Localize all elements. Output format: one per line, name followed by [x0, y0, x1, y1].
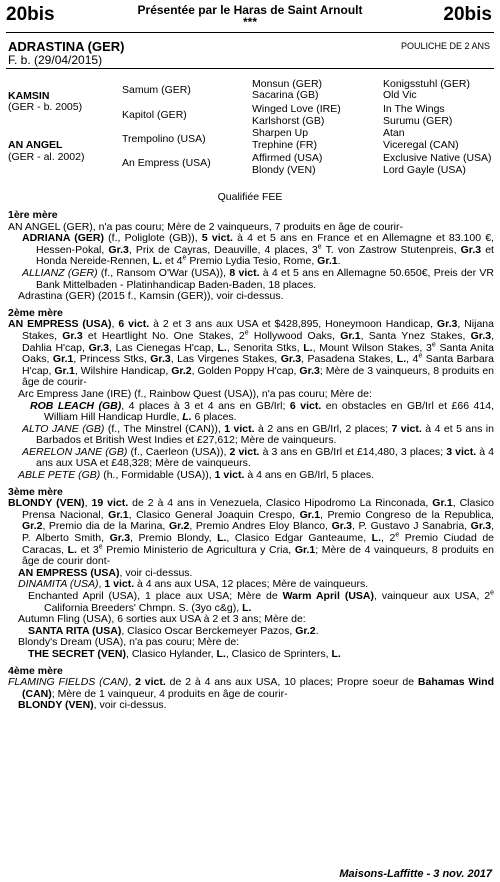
dam-4-text: FLAMING FIELDS (CAN), 2 vict. de 2 à 4 ans aux USA, 10 places; Propre soeur de Bahamas Wind (CAN); Mère de 1 vainqueur, 4 produits en âge de courir- [8, 676, 494, 700]
dam-1-produce-1: ADRIANA (GER) (f., Poliglote (GB)), 5 vict. à 4 et 5 ans en France et en Allemagne et 83.100 €, Hessen-Pokal, Gr.3, Prix de Cayras, Deauville, 4 places, 3e T. von Zastrow Stutenpreis, Gr.3 et Honda Nereide-Rennen, L. et 4e Premio Lydia Tesio, Rome, Gr.1. [22, 232, 494, 268]
gen4-8: Lord Gayle (USA) [383, 164, 466, 176]
gen3-7: Affirmed (USA) [252, 152, 323, 164]
sale-footer: Maisons-Laffitte - 3 nov. 2017 [339, 868, 492, 880]
gen4-2: Old Vic [383, 89, 417, 101]
section-heading-4: 4ème mère [8, 664, 63, 677]
gen2-2: Kapitol (GER) [122, 109, 187, 121]
gen4-6: Viceregal (CAN) [383, 139, 459, 151]
horse-name: ADRASTINA (GER) [8, 39, 125, 54]
dam-2-produce-2: ALTO JANE (GB) (f., The Minstrel (CAN)), 1 vict. à 2 ans en GB/Irl, 2 places; 7 vict. à 4 et 5 ans in Barbados et British West Indies et £27,612; Mère de vainqueurs. [22, 422, 494, 447]
sire-info: (GER - b. 2005) [8, 101, 83, 113]
dam-4-produce-1: BLONDY (VEN), voir ci-dessus. [18, 699, 167, 712]
presenter-text: Présentée par le Haras de Saint Arnoult [137, 3, 363, 17]
dam-1-produce-3: Adrastina (GER) (2015 f., Kamsin (GER)), voir ci-dessus. [18, 290, 284, 303]
lot-number-left: 20bis [6, 4, 55, 25]
gen2-4: An Empress (USA) [122, 157, 211, 169]
page-body [8, 210, 494, 712]
gen4-4: Surumu (GER) [383, 115, 453, 127]
horse-birth: F. b. (29/04/2015) [8, 53, 103, 67]
gen3-5: Sharpen Up [252, 127, 309, 139]
sire-name: KAMSIN [8, 90, 50, 102]
dam-3-grandproduce-3: THE SECRET (VEN), Clasico Hylander, L., Clasico de Sprinters, L. [28, 647, 341, 660]
dam-3-produce-3: Autumn Fling (USA), 6 sorties aux USA à 2 et 3 ans; Mère de: [18, 613, 306, 626]
gen4-1: Konigsstuhl (GER) [383, 78, 470, 90]
dam-1-produce-2: ALLIANZ (GER) (f., Ransom O'War (USA)), 8 vict. à 4 et 5 ans en Allemagne 50.650€, Preis der VR Bank Mittelbaden - Platinhandicap Baden-Baden, 18 places. [22, 266, 494, 291]
dam-1-text: AN ANGEL (GER), n'a pas couru; Mère de 2 vainqueurs, 7 produits en âge de courir- [8, 220, 403, 233]
presenter-line [0, 4, 500, 28]
dam-2-produce-3: AERELON JANE (GB) (f., Caerleon (USA)), 2 vict. à 3 ans en GB/Irl et £14,480, 3 places; 3 vict. à 4 ans aux USA et £48,328; Mère de vainqueurs. [22, 445, 494, 470]
gen3-1: Monsun (GER) [252, 78, 323, 90]
section-heading-2: 2ème mère [8, 306, 63, 319]
dam-2-produce-1: Arc Empress Jane (IRE) (f., Rainbow Quest (USA)), n'a pas couru; Mère de: [18, 387, 372, 400]
horse-sex-age: POULICHE DE 2 ANS [400, 41, 490, 51]
gen3-2: Sacarina (GB) [252, 89, 319, 101]
gen3-4: Karlshorst (GB) [252, 115, 325, 127]
dam-3-produce-1: AN EMPRESS (USA), voir ci-dessus. [18, 566, 193, 579]
divider-top [6, 32, 494, 33]
gen2-1: Samum (GER) [122, 84, 191, 96]
section-heading-1: 1ère mère [8, 209, 58, 221]
presenter-stars: *** [242, 15, 257, 29]
gen4-7: Exclusive Native (USA) [383, 152, 492, 164]
dam-2-text: AN EMPRESS (USA), 6 vict. à 2 et 3 ans aux USA et $428,895, Honeymoon Handicap, Gr.3, Nijana Stakes, Gr.3 et Heartlight No. One Stakes, 2e Hollywood Oaks, Gr.1, Santa Ynez Stakes, Gr.3, Dahlia H'cap, Gr.3, Las Cienegas H'cap, L., Senorita Stks, L., Mount Wilson Stakes, 3e Santa Anita Oaks, Gr.1, Princess Stks, Gr.3, Las Virgenes Stakes, Gr.3, Pasadena Stakes, L., 4e Santa Barbara H'cap, Gr.1, Wilshire Handicap, Gr.2, Golden Poppy H'cap, Gr.3; Mère de 3 vainqueurs, 8 produits en âge de courir- [8, 318, 495, 389]
dam-3-grandproduce-1: Enchanted April (USA), 1 place aux USA; Mère de Warm April (USA), vainqueur aux USA, 2e California Breeders' Chmpn. S. (3yo c&g), L. [28, 589, 494, 614]
dam-3-produce-4: Blondy's Dream (USA), n'a pas couru; Mère de: [18, 636, 240, 649]
lot-number-right: 20bis [443, 4, 492, 25]
gen3-3: Winged Love (IRE) [252, 103, 341, 115]
gen3-8: Blondy (VEN) [252, 164, 316, 176]
divider-pedigree [6, 68, 494, 69]
dam-3-text: BLONDY (VEN), 19 vict. de 2 à 4 ans in Venezuela, Clasico Hipodromo La Rinconada, Gr.1, Clasico Prensa Nacional, Gr.1, Clasico General Joaquin Crespo, Gr.1, Premio Congreso de la Republica, Gr.2, Premio dia de la Marina, Gr.2, Premio Andres Eloy Blanco, Gr.3, P. Gustavo J Sanabria, Gr.3, P. Alberto Smith, Gr.3, Premio Blondy, L., Clasico Edgar Ganteaume, L., 2e Premio Ciudad de Caracas, L. et 3e Premio Ministerio de Agricultura y Cria, Gr.1; Mère de 4 vainqueurs, 8 produits en âge de courir dont- [8, 497, 495, 568]
dam-name: AN ANGEL [8, 139, 63, 151]
dam-3-produce-2: DINAMITA (USA), 1 vict. à 4 ans aux USA, 12 places; Mère de vainqueurs. [18, 578, 369, 591]
gen3-6: Trephine (FR) [252, 139, 317, 151]
dam-2-grandproduce-1: ROB LEACH (GB), 4 places à 3 et 4 ans en GB/Irl; 6 vict. en obstacles en GB/Irl et £66 414, William Hill Handicap Hurdle, L. 6 places. [30, 399, 494, 424]
gen4-3: In The Wings [383, 103, 445, 115]
gen2-3: Trempolino (USA) [122, 133, 206, 145]
dam-2-produce-4: ABLE PETE (GB) (h., Formidable (USA)), 1 vict. à 4 ans en GB/Irl, 5 places. [18, 469, 374, 482]
section-heading-3: 3ème mère [8, 485, 63, 498]
gen4-5: Atan [383, 127, 405, 139]
qualification: Qualifiée FEE [217, 191, 283, 203]
dam-3-grandproduce-2: SANTA RITA (USA), Clasico Oscar Berckemeyer Pazos, Gr.2. [28, 624, 319, 637]
dam-info: (GER - al. 2002) [8, 151, 85, 163]
